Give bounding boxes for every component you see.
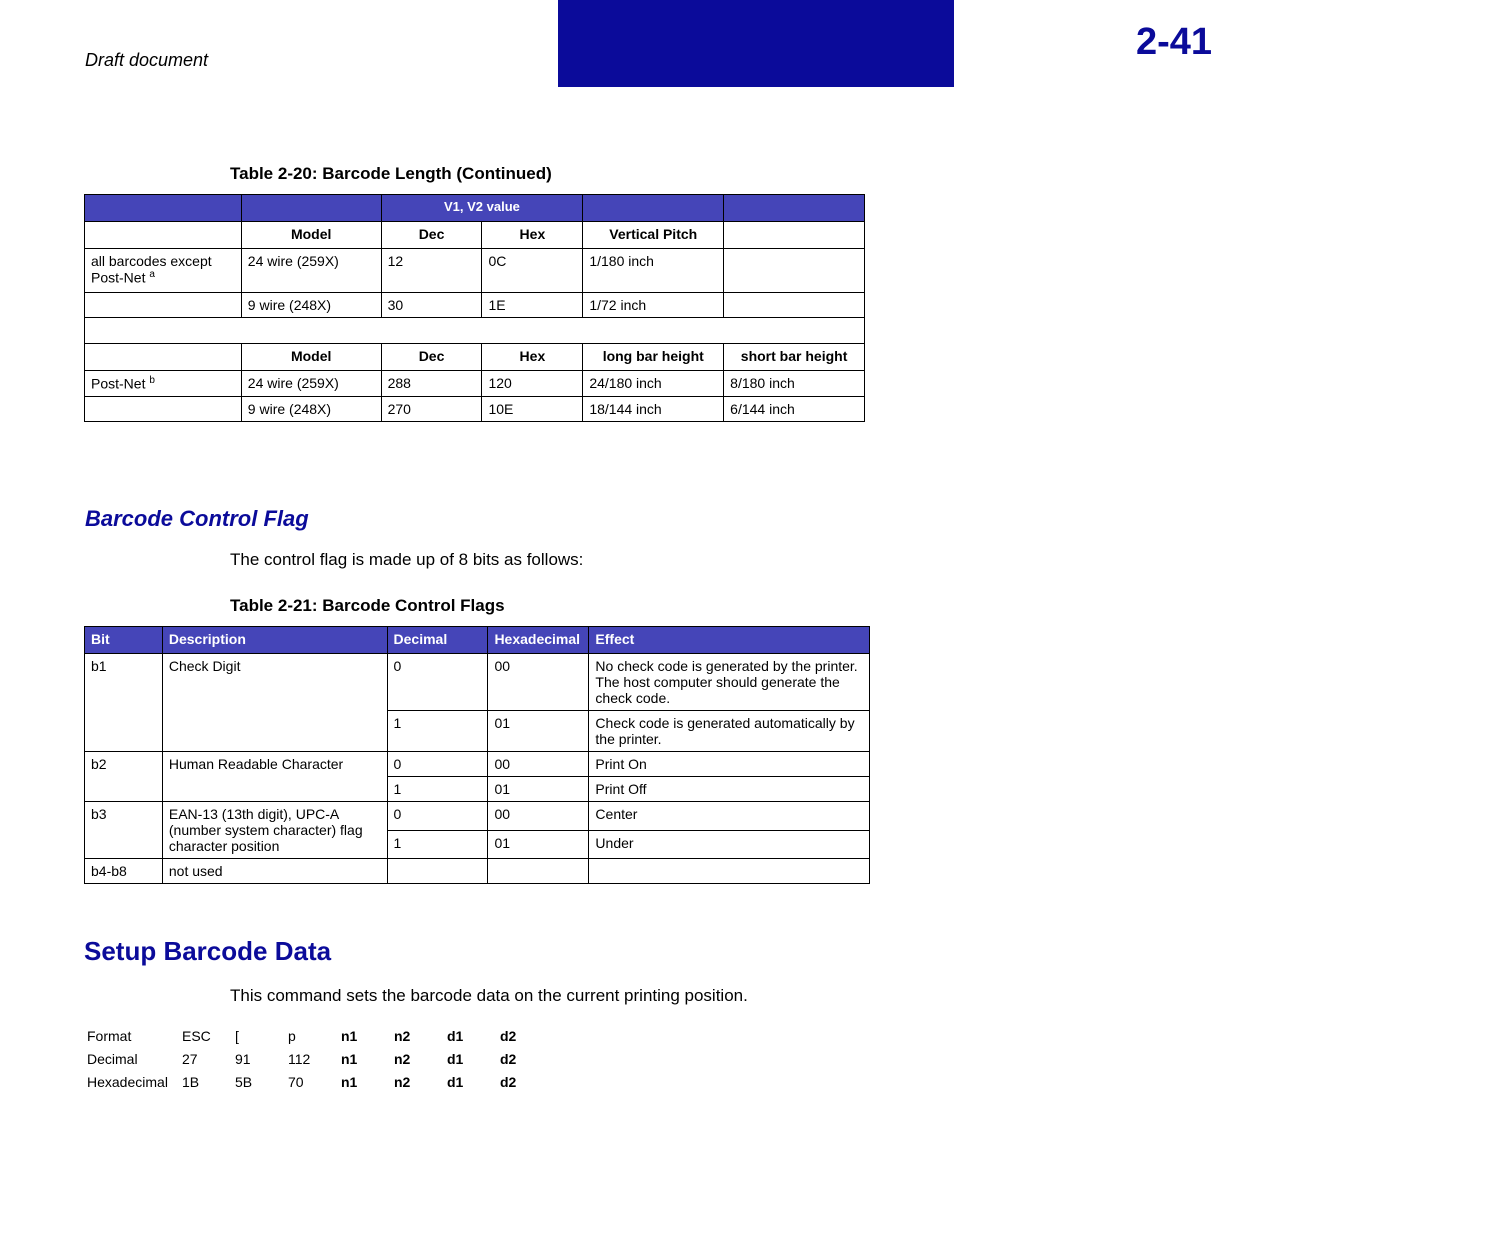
draft-label: Draft document [85,50,209,70]
table2-caption: Table 2-21: Barcode Control Flags [230,596,505,615]
code-cell: 70 [288,1074,304,1090]
bit-cell: b3 [85,802,163,859]
effect-cell: Print On [589,752,870,777]
hex-cell: 01 [488,830,589,859]
spacer-row [85,318,865,344]
table-row [85,654,870,711]
short-cell: 8/180 inch [724,371,865,397]
effect-cell: Check code is generated automatically by the printer. [589,711,870,752]
pitch-cell: 1/180 inch [583,249,724,293]
effect-cell: Print Off [589,777,870,802]
code-cell: 27 [182,1051,198,1067]
description-cell: EAN-13 (13th digit), UPC-A (number system character) flag character position [162,802,387,859]
table-row [85,859,870,884]
model-cell: 9 wire (248X) [241,293,381,318]
setup-intro: This command sets the barcode data on the current printing position. [230,986,748,1005]
barcode-length-table [84,194,865,422]
row-label [85,293,242,318]
header-banner [558,0,1435,87]
param-cell: d1 [447,1028,464,1044]
param-cell: n2 [394,1074,411,1090]
row-label [85,396,242,421]
decimal-cell: 1 [387,777,488,802]
code-cell: 5B [235,1074,253,1090]
param-cell: n2 [394,1051,411,1067]
short-cell: 6/144 inch [724,396,865,421]
row-label: Format [87,1028,132,1044]
model-cell: 24 wire (259X) [241,371,381,397]
row-label: Post-Net [91,375,146,392]
col-header: Hexadecimal [488,627,589,654]
description-cell: Human Readable Character [162,752,387,802]
dec-cell: 270 [381,396,482,421]
col-header: Bit [85,627,163,654]
description-cell: not used [162,859,387,884]
code-cell: 91 [235,1051,251,1067]
table-row [85,371,865,397]
model-cell: 9 wire (248X) [241,396,381,421]
footnote-marker: b [149,375,155,386]
param-cell: d2 [500,1051,517,1067]
code-cell: p [288,1028,296,1044]
col-header: Vertical Pitch [583,222,724,249]
dec-cell: 12 [381,249,482,293]
hex-cell: 10E [482,396,583,421]
row-label: Decimal [87,1051,138,1067]
code-cell: 112 [288,1051,311,1067]
col-header: short bar height [724,344,865,371]
col-header: Decimal [387,627,488,654]
bit-cell: b1 [85,654,163,752]
decimal-row [87,1048,553,1071]
hex-cell: 0C [482,249,583,293]
setup-barcode-data-heading: Setup Barcode Data [84,936,332,966]
code-cell: ESC [182,1028,211,1044]
bit-cell: b2 [85,752,163,802]
hex-cell: 00 [488,752,589,777]
barcode-control-flags-table [84,626,870,884]
decimal-cell: 1 [387,711,488,752]
table-row [85,802,870,831]
param-cell: n1 [341,1074,358,1090]
effect-cell: No check code is generated by the printer. The host computer should generate the check code. [589,654,870,711]
hex-cell: 01 [488,711,589,752]
control-flag-intro: The control flag is made up of 8 bits as follows: [230,550,584,569]
table-row [85,752,870,777]
table-row [85,293,865,318]
col-header: Model [241,222,381,249]
row-label: Hexadecimal [87,1074,168,1090]
param-cell: d1 [447,1074,464,1090]
param-cell: d1 [447,1051,464,1067]
table-row [85,249,865,293]
barcode-control-flag-heading: Barcode Control Flag [85,506,309,531]
decimal-cell: 0 [387,654,488,711]
hex-row [87,1071,553,1094]
param-cell: d2 [500,1074,517,1090]
param-cell: n1 [341,1028,358,1044]
effect-cell: Under [589,830,870,859]
hex-cell: 1E [482,293,583,318]
hex-cell: 00 [488,802,589,831]
decimal-cell: 0 [387,752,488,777]
code-cell: [ [235,1028,239,1044]
model-cell: 24 wire (259X) [241,249,381,293]
param-cell: d2 [500,1028,517,1044]
code-cell: 1B [182,1074,200,1090]
format-row [87,1025,553,1048]
decimal-cell: 1 [387,830,488,859]
effect-cell: Center [589,802,870,831]
table-row [85,396,865,421]
row-label: all barcodes except Post-Net [91,253,212,286]
page-number: 2-41 [1121,3,1227,81]
dec-cell: 30 [381,293,482,318]
col-header: Dec [381,344,482,371]
section-title: Bar Code [1305,25,1435,57]
long-cell: 18/144 inch [583,396,724,421]
hex-cell: 120 [482,371,583,397]
footnote-marker: a [149,269,155,280]
table1-caption: Table 2-20: Barcode Length (Continued) [230,164,552,183]
col-header: Effect [589,627,870,654]
description-cell: Check Digit [162,654,387,752]
hex-cell: 01 [488,777,589,802]
col-header: Model [241,344,381,371]
col-header: Dec [381,222,482,249]
command-format-table [87,1025,553,1094]
decimal-cell: 0 [387,802,488,831]
long-cell: 24/180 inch [583,371,724,397]
col-header: Hex [482,222,583,249]
dec-cell: 288 [381,371,482,397]
col-header: long bar height [583,344,724,371]
group-header: V1, V2 value [381,195,583,222]
param-cell: n1 [341,1051,358,1067]
param-cell: n2 [394,1028,411,1044]
col-header: Hex [482,344,583,371]
bit-cell: b4-b8 [85,859,163,884]
col-header: Description [162,627,387,654]
hex-cell: 00 [488,654,589,711]
pitch-cell: 1/72 inch [583,293,724,318]
